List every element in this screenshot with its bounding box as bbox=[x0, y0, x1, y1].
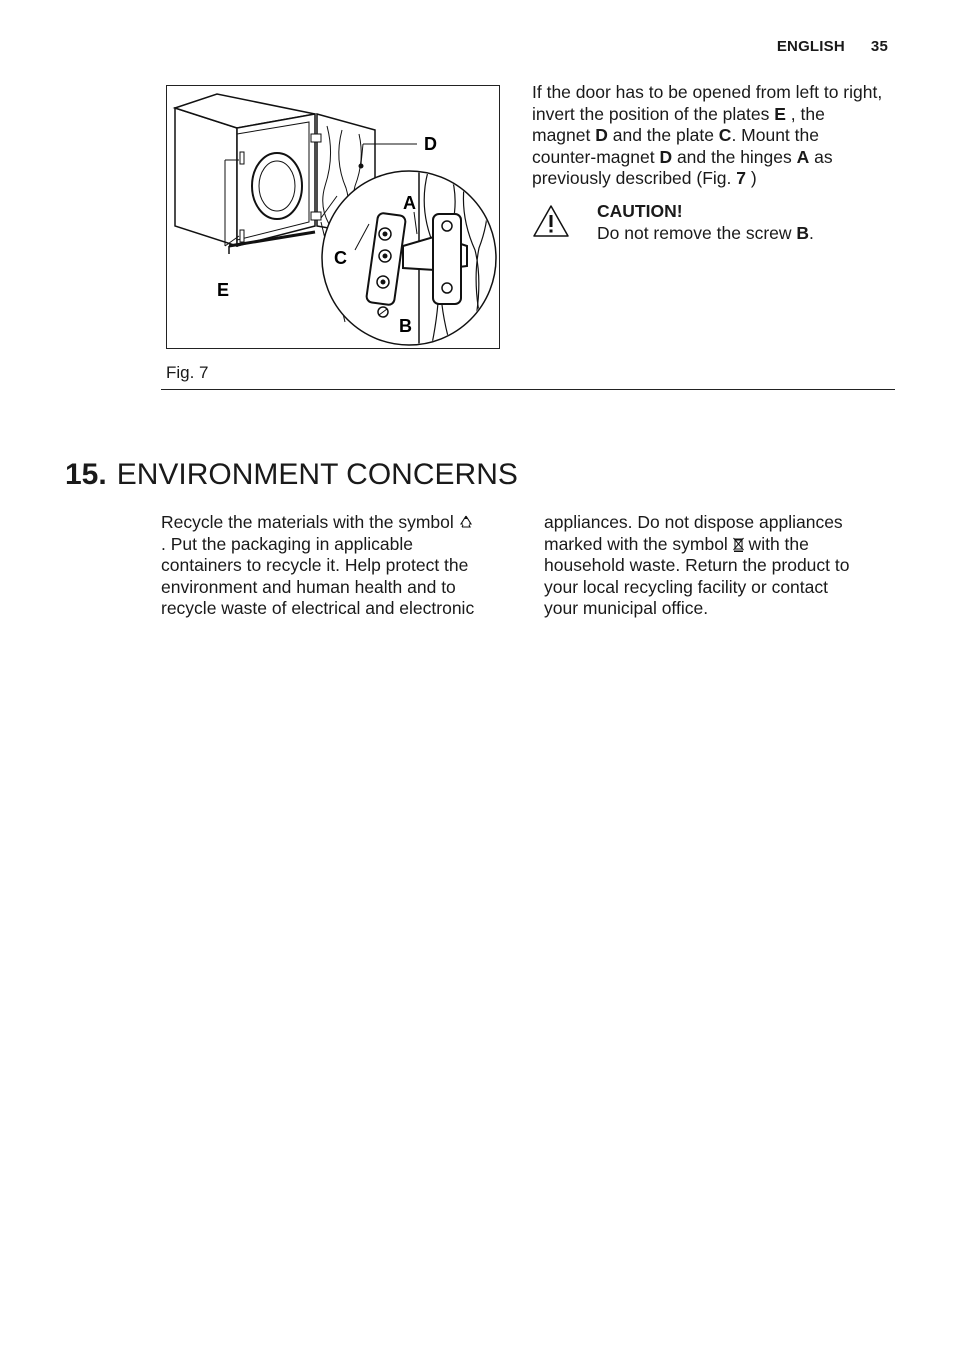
hinge-installation-drawing bbox=[167, 86, 501, 350]
caution-box bbox=[532, 200, 888, 250]
caution-title: CAUTION! bbox=[597, 201, 683, 221]
section-title: ENVIRONMENT CONCERNS bbox=[116, 458, 518, 491]
door-instructions: If the door has to be opened from left to right, invert the position of the plates E , the magnet D and the plate C. Mount the counter-magnet D and the hinges A as previously described (Fig. 7 ) bbox=[532, 82, 883, 188]
page-header bbox=[777, 38, 888, 55]
header-language: ENGLISH bbox=[776, 38, 845, 55]
label-b: B bbox=[399, 316, 412, 336]
crossed-bin-icon bbox=[733, 537, 744, 552]
section-heading bbox=[65, 455, 518, 495]
section-number: 15. bbox=[65, 458, 107, 491]
label-a: A bbox=[403, 193, 416, 213]
label-d: D bbox=[424, 134, 437, 154]
figure-7-illustration bbox=[166, 85, 500, 349]
figure-caption: Fig. 7 bbox=[166, 363, 209, 382]
body-column-right: appliances. Do not dispose appliances marked with the symbol with the household waste. Return the product to your local recycling facility or contact your municipal office. bbox=[544, 512, 850, 618]
label-e: E bbox=[217, 280, 230, 300]
recycle-icon bbox=[459, 515, 473, 530]
warning-triangle-icon bbox=[532, 204, 570, 238]
label-c: C bbox=[334, 248, 347, 268]
caution-text: Do not remove the screw B. bbox=[597, 223, 814, 243]
body-column-left: Recycle the materials with the symbol . Put the packaging in applicable containers to recycle it. Help protect the environment and human health and to recycle waste of electrical and electronic bbox=[161, 512, 475, 618]
page-number: 35 bbox=[870, 38, 888, 55]
section-divider bbox=[161, 389, 895, 390]
